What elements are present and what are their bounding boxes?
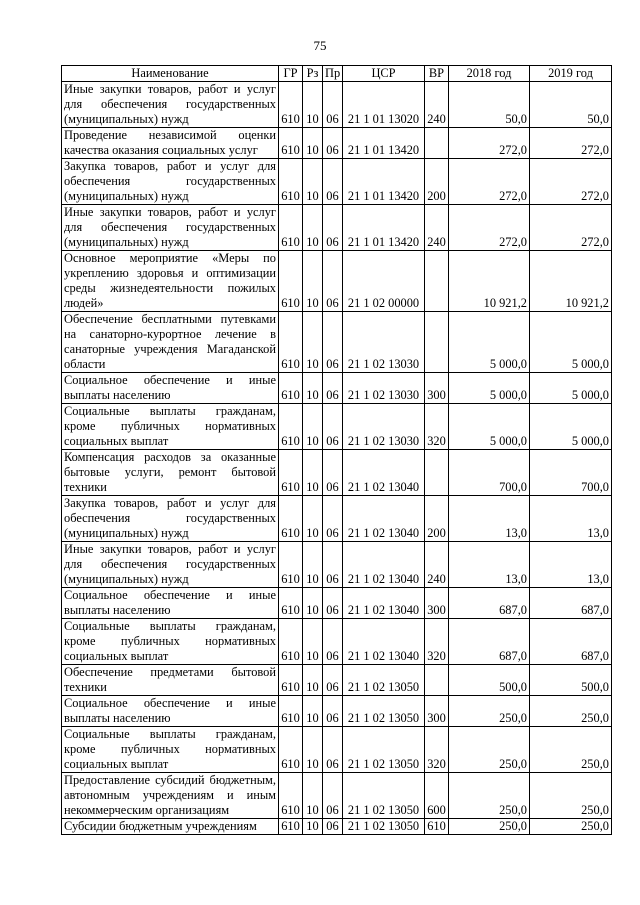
cell-vr: 200 bbox=[425, 159, 449, 205]
table-row bbox=[62, 82, 612, 128]
cell-2019: 10 921,2 bbox=[530, 251, 612, 312]
cell-2019: 250,0 bbox=[530, 727, 612, 773]
cell-gr: 610 bbox=[279, 251, 303, 312]
cell-gr: 610 bbox=[279, 542, 303, 588]
cell-rz: 10 bbox=[303, 128, 323, 159]
cell-pr: 06 bbox=[323, 727, 343, 773]
cell-vr: 240 bbox=[425, 205, 449, 251]
cell-pr: 06 bbox=[323, 251, 343, 312]
cell-pr: 06 bbox=[323, 159, 343, 205]
cell-rz: 10 bbox=[303, 773, 323, 819]
cell-csr: 21 1 02 13050 bbox=[343, 727, 425, 773]
cell-2019: 700,0 bbox=[530, 450, 612, 496]
header-csr: ЦСР bbox=[343, 66, 425, 82]
header-2018: 2018 год bbox=[449, 66, 530, 82]
table-row bbox=[62, 205, 612, 251]
cell-pr: 06 bbox=[323, 128, 343, 159]
cell-vr: 240 bbox=[425, 542, 449, 588]
cell-vr bbox=[425, 450, 449, 496]
cell-rz: 10 bbox=[303, 251, 323, 312]
cell-name: Иные закупки товаров, работ и услуг для обеспечения государственных (муниципальных) нужд bbox=[62, 542, 279, 588]
cell-rz: 10 bbox=[303, 496, 323, 542]
cell-csr: 21 1 02 13050 bbox=[343, 665, 425, 696]
cell-vr: 320 bbox=[425, 727, 449, 773]
cell-vr bbox=[425, 128, 449, 159]
cell-2018: 50,0 bbox=[449, 82, 530, 128]
cell-pr: 06 bbox=[323, 819, 343, 835]
table-row bbox=[62, 665, 612, 696]
cell-2018: 687,0 bbox=[449, 619, 530, 665]
table-header-row bbox=[62, 66, 612, 82]
cell-gr: 610 bbox=[279, 696, 303, 727]
cell-gr: 610 bbox=[279, 373, 303, 404]
table-row bbox=[62, 373, 612, 404]
cell-gr: 610 bbox=[279, 128, 303, 159]
cell-gr: 610 bbox=[279, 773, 303, 819]
header-rz: Рз bbox=[303, 66, 323, 82]
cell-rz: 10 bbox=[303, 727, 323, 773]
cell-name: Компенсация расходов за оказанные бытовые услуги, ремонт бытовой техники bbox=[62, 450, 279, 496]
cell-pr: 06 bbox=[323, 588, 343, 619]
cell-2018: 5 000,0 bbox=[449, 373, 530, 404]
cell-2019: 250,0 bbox=[530, 696, 612, 727]
cell-2018: 700,0 bbox=[449, 450, 530, 496]
cell-vr: 320 bbox=[425, 619, 449, 665]
table-row bbox=[62, 450, 612, 496]
cell-2019: 13,0 bbox=[530, 496, 612, 542]
cell-csr: 21 1 01 13020 bbox=[343, 82, 425, 128]
cell-name: Социальное обеспечение и иные выплаты населению bbox=[62, 696, 279, 727]
cell-name: Иные закупки товаров, работ и услуг для обеспечения государственных (муниципальных) нужд bbox=[62, 205, 279, 251]
cell-gr: 610 bbox=[279, 496, 303, 542]
cell-name: Социальные выплаты гражданам, кроме публичных нормативных социальных выплат bbox=[62, 404, 279, 450]
cell-vr: 610 bbox=[425, 819, 449, 835]
cell-csr: 21 1 02 13040 bbox=[343, 450, 425, 496]
cell-vr: 240 bbox=[425, 82, 449, 128]
cell-csr: 21 1 02 13040 bbox=[343, 496, 425, 542]
cell-gr: 610 bbox=[279, 159, 303, 205]
cell-csr: 21 1 01 13420 bbox=[343, 205, 425, 251]
cell-2019: 13,0 bbox=[530, 542, 612, 588]
cell-rz: 10 bbox=[303, 450, 323, 496]
cell-gr: 610 bbox=[279, 312, 303, 373]
table-row bbox=[62, 773, 612, 819]
table-body bbox=[62, 82, 612, 835]
cell-2018: 250,0 bbox=[449, 773, 530, 819]
cell-csr: 21 1 02 13030 bbox=[343, 404, 425, 450]
cell-vr: 300 bbox=[425, 373, 449, 404]
cell-rz: 10 bbox=[303, 665, 323, 696]
cell-name: Обеспечение предметами бытовой техники bbox=[62, 665, 279, 696]
cell-gr: 610 bbox=[279, 588, 303, 619]
cell-rz: 10 bbox=[303, 312, 323, 373]
table-row bbox=[62, 819, 612, 835]
budget-table bbox=[61, 65, 612, 835]
cell-2019: 687,0 bbox=[530, 588, 612, 619]
cell-vr bbox=[425, 251, 449, 312]
cell-name: Социальное обеспечение и иные выплаты населению bbox=[62, 588, 279, 619]
cell-name: Предоставление субсидий бюджетным, автономным учреждениям и иным некоммерческим организациям bbox=[62, 773, 279, 819]
cell-2018: 13,0 bbox=[449, 542, 530, 588]
cell-2019: 250,0 bbox=[530, 773, 612, 819]
table-row bbox=[62, 727, 612, 773]
cell-2018: 272,0 bbox=[449, 205, 530, 251]
cell-name: Социальные выплаты гражданам, кроме публичных нормативных социальных выплат bbox=[62, 619, 279, 665]
cell-gr: 610 bbox=[279, 82, 303, 128]
table-row bbox=[62, 312, 612, 373]
cell-2018: 687,0 bbox=[449, 588, 530, 619]
cell-csr: 21 1 02 13030 bbox=[343, 312, 425, 373]
cell-pr: 06 bbox=[323, 312, 343, 373]
cell-2018: 250,0 bbox=[449, 819, 530, 835]
cell-pr: 06 bbox=[323, 373, 343, 404]
cell-rz: 10 bbox=[303, 696, 323, 727]
cell-name: Закупка товаров, работ и услуг для обеспечения государственных (муниципальных) нужд bbox=[62, 496, 279, 542]
cell-2019: 272,0 bbox=[530, 159, 612, 205]
cell-2019: 272,0 bbox=[530, 205, 612, 251]
table-row bbox=[62, 404, 612, 450]
cell-2019: 500,0 bbox=[530, 665, 612, 696]
cell-2018: 250,0 bbox=[449, 727, 530, 773]
cell-2018: 10 921,2 bbox=[449, 251, 530, 312]
cell-rz: 10 bbox=[303, 588, 323, 619]
cell-vr bbox=[425, 312, 449, 373]
cell-vr: 300 bbox=[425, 588, 449, 619]
cell-vr bbox=[425, 665, 449, 696]
header-name: Наименование bbox=[62, 66, 279, 82]
cell-name: Иные закупки товаров, работ и услуг для обеспечения государственных (муниципальных) нужд bbox=[62, 82, 279, 128]
table-row bbox=[62, 128, 612, 159]
cell-csr: 21 1 02 00000 bbox=[343, 251, 425, 312]
cell-pr: 06 bbox=[323, 205, 343, 251]
cell-2018: 13,0 bbox=[449, 496, 530, 542]
cell-pr: 06 bbox=[323, 450, 343, 496]
header-vr: ВР bbox=[425, 66, 449, 82]
cell-pr: 06 bbox=[323, 619, 343, 665]
cell-name: Обеспечение бесплатными путевками на санаторно-курортное лечение в санаторные учреждения Магаданской области bbox=[62, 312, 279, 373]
cell-rz: 10 bbox=[303, 404, 323, 450]
cell-csr: 21 1 02 13050 bbox=[343, 819, 425, 835]
cell-name: Проведение независимой оценки качества оказания социальных услуг bbox=[62, 128, 279, 159]
cell-csr: 21 1 01 13420 bbox=[343, 159, 425, 205]
cell-rz: 10 bbox=[303, 542, 323, 588]
cell-2018: 250,0 bbox=[449, 696, 530, 727]
cell-csr: 21 1 02 13040 bbox=[343, 542, 425, 588]
cell-gr: 610 bbox=[279, 450, 303, 496]
cell-2019: 272,0 bbox=[530, 128, 612, 159]
cell-name: Основное мероприятие «Меры по укреплению здоровья и оптимизации среды жизнедеятельности пожилых людей» bbox=[62, 251, 279, 312]
cell-name: Социальное обеспечение и иные выплаты населению bbox=[62, 373, 279, 404]
cell-csr: 21 1 02 13030 bbox=[343, 373, 425, 404]
cell-gr: 610 bbox=[279, 619, 303, 665]
cell-csr: 21 1 02 13050 bbox=[343, 696, 425, 727]
table-row bbox=[62, 696, 612, 727]
cell-gr: 610 bbox=[279, 819, 303, 835]
cell-pr: 06 bbox=[323, 665, 343, 696]
cell-2018: 5 000,0 bbox=[449, 404, 530, 450]
cell-pr: 06 bbox=[323, 82, 343, 128]
cell-gr: 610 bbox=[279, 727, 303, 773]
cell-2018: 272,0 bbox=[449, 128, 530, 159]
table-row bbox=[62, 619, 612, 665]
cell-rz: 10 bbox=[303, 205, 323, 251]
cell-name: Закупка товаров, работ и услуг для обеспечения государственных (муниципальных) нужд bbox=[62, 159, 279, 205]
table-row bbox=[62, 542, 612, 588]
cell-name: Субсидии бюджетным учреждениям bbox=[62, 819, 279, 835]
cell-rz: 10 bbox=[303, 619, 323, 665]
cell-2018: 272,0 bbox=[449, 159, 530, 205]
cell-2019: 5 000,0 bbox=[530, 404, 612, 450]
table-row bbox=[62, 251, 612, 312]
cell-rz: 10 bbox=[303, 82, 323, 128]
cell-gr: 610 bbox=[279, 404, 303, 450]
cell-pr: 06 bbox=[323, 773, 343, 819]
cell-rz: 10 bbox=[303, 159, 323, 205]
cell-name: Социальные выплаты гражданам, кроме публичных нормативных социальных выплат bbox=[62, 727, 279, 773]
table-row bbox=[62, 159, 612, 205]
cell-rz: 10 bbox=[303, 373, 323, 404]
cell-2018: 500,0 bbox=[449, 665, 530, 696]
cell-vr: 600 bbox=[425, 773, 449, 819]
cell-pr: 06 bbox=[323, 496, 343, 542]
header-2019: 2019 год bbox=[530, 66, 612, 82]
table-row bbox=[62, 496, 612, 542]
cell-csr: 21 1 02 13040 bbox=[343, 619, 425, 665]
cell-gr: 610 bbox=[279, 205, 303, 251]
table-row bbox=[62, 588, 612, 619]
cell-pr: 06 bbox=[323, 404, 343, 450]
cell-pr: 06 bbox=[323, 696, 343, 727]
header-gr: ГР bbox=[279, 66, 303, 82]
cell-2019: 50,0 bbox=[530, 82, 612, 128]
cell-vr: 300 bbox=[425, 696, 449, 727]
cell-gr: 610 bbox=[279, 665, 303, 696]
cell-2018: 5 000,0 bbox=[449, 312, 530, 373]
header-pr: Пр bbox=[323, 66, 343, 82]
cell-2019: 687,0 bbox=[530, 619, 612, 665]
cell-2019: 5 000,0 bbox=[530, 312, 612, 373]
cell-csr: 21 1 02 13050 bbox=[343, 773, 425, 819]
cell-csr: 21 1 02 13040 bbox=[343, 588, 425, 619]
cell-vr: 320 bbox=[425, 404, 449, 450]
cell-2019: 250,0 bbox=[530, 819, 612, 835]
cell-pr: 06 bbox=[323, 542, 343, 588]
cell-2019: 5 000,0 bbox=[530, 373, 612, 404]
cell-csr: 21 1 01 13420 bbox=[343, 128, 425, 159]
cell-vr: 200 bbox=[425, 496, 449, 542]
cell-rz: 10 bbox=[303, 819, 323, 835]
page-number: 75 bbox=[313, 38, 327, 53]
